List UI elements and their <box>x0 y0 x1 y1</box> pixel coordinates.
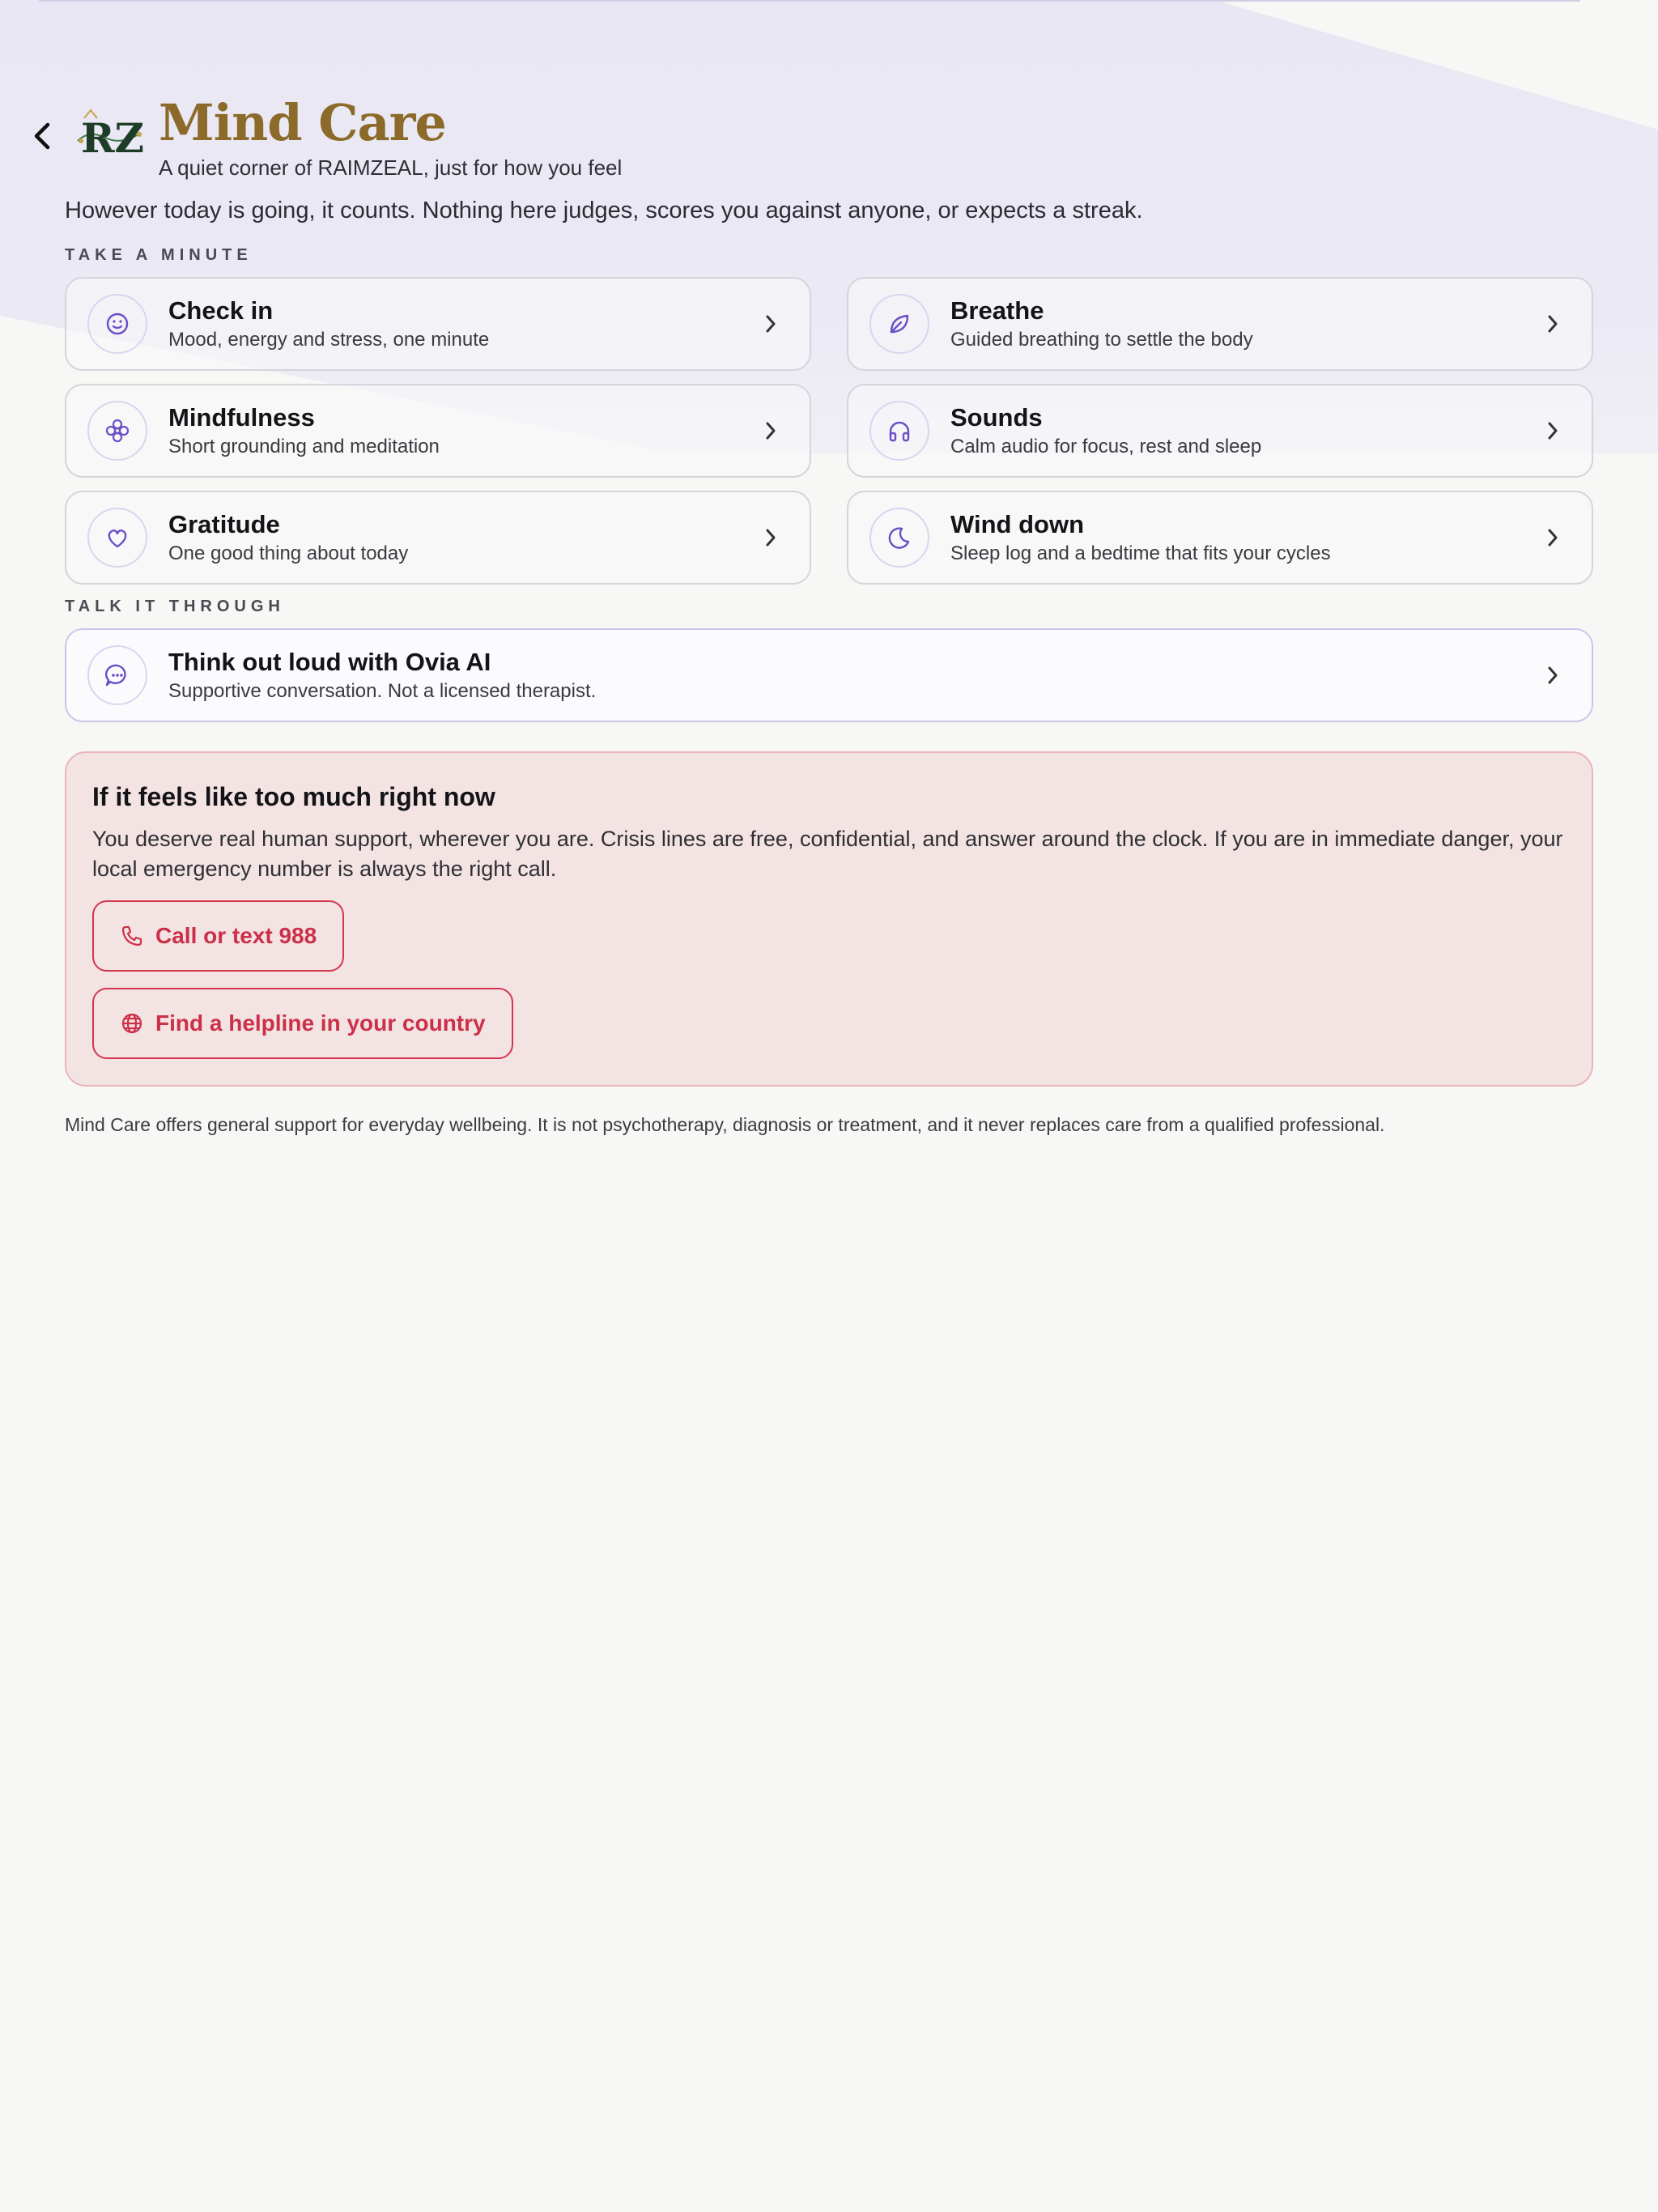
leaf-icon <box>869 294 929 354</box>
chat-bubble-icon <box>87 645 147 705</box>
card-description: Guided breathing to settle the body <box>950 329 1253 351</box>
card-wind-down[interactable] <box>847 491 1593 585</box>
card-sounds[interactable] <box>847 384 1593 478</box>
find-helpline-button[interactable] <box>92 988 513 1059</box>
card-gratitude[interactable] <box>65 491 811 585</box>
card-title: Breathe <box>950 296 1044 325</box>
top-divider <box>39 0 1580 2</box>
chevron-right-icon <box>1537 420 1569 441</box>
crisis-support-panel <box>65 751 1593 1087</box>
card-title: Gratitude <box>168 510 280 538</box>
phone-icon <box>120 924 144 948</box>
card-title: Sounds <box>950 403 1043 432</box>
card-description: Supportive conversation. Not a licensed therapist. <box>168 680 597 702</box>
card-title: Check in <box>168 296 274 325</box>
card-description: Short grounding and meditation <box>168 436 440 457</box>
chevron-right-icon <box>1537 313 1569 334</box>
card-description: Calm audio for focus, rest and sleep <box>950 436 1262 457</box>
back-button[interactable] <box>24 117 60 155</box>
intro-text: However today is going, it counts. Nothing here judges, scores you against anyone, or expects a streak. <box>65 198 1143 223</box>
card-mindfulness[interactable] <box>65 384 811 478</box>
card-breathe[interactable] <box>847 277 1593 371</box>
card-description: One good thing about today <box>168 542 409 564</box>
chevron-right-icon <box>1537 665 1569 686</box>
find-helpline-label: Find a helpline in your country <box>155 1010 486 1036</box>
chevron-right-icon <box>1537 527 1569 548</box>
card-title: Mindfulness <box>168 403 315 432</box>
crisis-title: If it feels like too much right now <box>92 782 495 811</box>
card-ovia-ai[interactable] <box>65 628 1593 722</box>
disclaimer-text: Mind Care offers general support for everyday wellbeing. It is not psychotherapy, diagnosis or treatment, and it never replaces care from a qualified professional. <box>65 1114 1385 1135</box>
card-description: Sleep log and a bedtime that fits your cycles <box>950 542 1331 564</box>
chevron-right-icon <box>755 420 787 441</box>
card-title: Wind down <box>950 510 1085 538</box>
globe-icon <box>120 1011 144 1036</box>
card-check-in[interactable] <box>65 277 811 371</box>
logo-text: RZ <box>81 114 145 162</box>
crisis-body: You deserve real human support, wherever you are. Crisis lines are free, confidential, and answer around the clock. If you are in immediate danger, your local emergency number is always the right call. <box>92 827 1563 881</box>
chevron-right-icon <box>755 313 787 334</box>
flower-icon <box>87 401 147 461</box>
moon-icon <box>869 508 929 568</box>
headphones-icon <box>869 401 929 461</box>
section-label-take-a-minute: TAKE A MINUTE <box>65 246 253 264</box>
card-description: Mood, energy and stress, one minute <box>168 329 490 351</box>
smile-icon <box>87 294 147 354</box>
card-title: Think out loud with Ovia AI <box>168 648 491 676</box>
call-988-label: Call or text 988 <box>155 923 317 948</box>
raimzeal-logo <box>73 105 146 167</box>
heart-icon <box>87 508 147 568</box>
page-subtitle: A quiet corner of RAIMZEAL, just for how you feel <box>159 155 623 180</box>
section-label-talk-it-through: TALK IT THROUGH <box>65 598 285 615</box>
page-title: Mind Care <box>159 93 446 152</box>
chevron-right-icon <box>755 527 787 548</box>
call-988-button[interactable] <box>92 900 344 972</box>
chevron-left-icon <box>30 120 54 152</box>
